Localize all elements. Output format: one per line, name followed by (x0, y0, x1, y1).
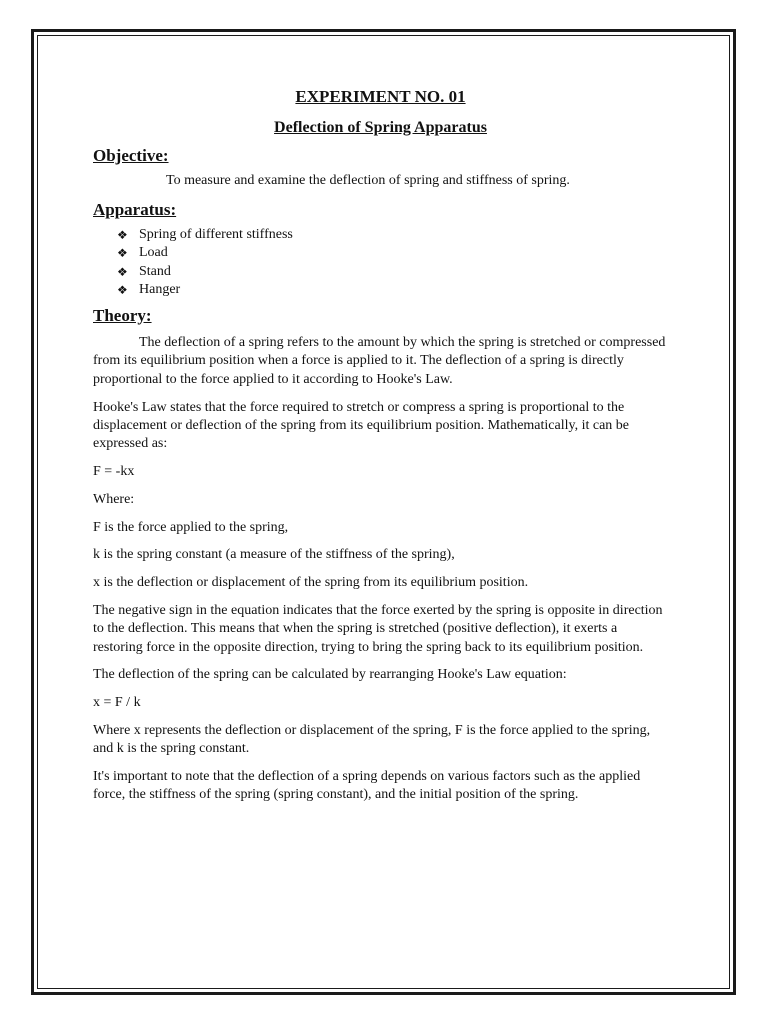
list-item (117, 281, 668, 299)
theory-heading: Theory: (93, 306, 152, 326)
apparatus-item-label: Stand (139, 263, 171, 279)
objective-heading: Objective: (93, 146, 169, 165)
diamond-bullet-icon: ❖ (117, 246, 128, 261)
theory-paragraph: Hooke's Law states that the force required to stretch or compress a spring is proportional to the displacement or deflection of the spring from its equilibrium position. Mathematically, it can be expressed as: (93, 399, 630, 452)
apparatus-item-label: Hanger (139, 281, 181, 297)
apparatus-heading: Apparatus: (93, 200, 177, 219)
theory-paragraph: The deflection of the spring can be calculated by rearranging Hooke's Law equation: (93, 667, 567, 683)
experiment-subtitle: Deflection of Spring Apparatus (274, 119, 487, 136)
diamond-bullet-icon: ❖ (117, 264, 128, 279)
objective-text: To measure and examine the deflection of spring and stiffness of spring. (166, 173, 570, 188)
experiment-title: EXPERIMENT NO. 01 (295, 87, 466, 106)
theory-paragraph: Where x represents the deflection or displacement of the spring, F is the force applied to the spring, and k is the spring constant. (93, 722, 651, 757)
diamond-bullet-icon: ❖ (117, 282, 128, 297)
equation-deflection: x = F / k (93, 695, 141, 711)
equation-hookes-law: F = -kx (93, 463, 135, 479)
page-content (93, 86, 668, 814)
list-item (117, 263, 668, 281)
list-item (117, 226, 668, 244)
theory-paragraph: The negative sign in the equation indicates that the force exerted by the spring is opposite in direction to the deflection. This means that when the spring is stretched (positive deflection), it exerts a restoring force in the opposite direction, trying to bring the spring back to its equilibrium position. (93, 602, 663, 655)
diamond-bullet-icon: ❖ (117, 228, 128, 242)
theory-paragraph: k is the spring constant (a measure of the stiffness of the spring), (93, 547, 455, 563)
theory-paragraph: Where: (93, 491, 135, 507)
theory-paragraph: x is the deflection or displacement of the spring from its equilibrium position. (93, 575, 529, 591)
theory-paragraph: It's important to note that the deflection of a spring depends on various factors such as the applied force, the stiffness of the spring (spring constant), and the initial position of the spring. (93, 769, 641, 803)
theory-paragraph: The deflection of a spring refers to the amount by which the spring is stretched or compressed from its equilibrium position when a force is applied to it. The deflection of a spring is directly proportional to the force applied to it according to Hooke's Law. (93, 335, 666, 387)
apparatus-item-label: Load (139, 245, 168, 261)
list-item (117, 244, 668, 262)
apparatus-list (93, 226, 668, 299)
theory-paragraph: F is the force applied to the spring, (93, 519, 289, 535)
apparatus-item-label: Spring of different stiffness (139, 227, 293, 242)
